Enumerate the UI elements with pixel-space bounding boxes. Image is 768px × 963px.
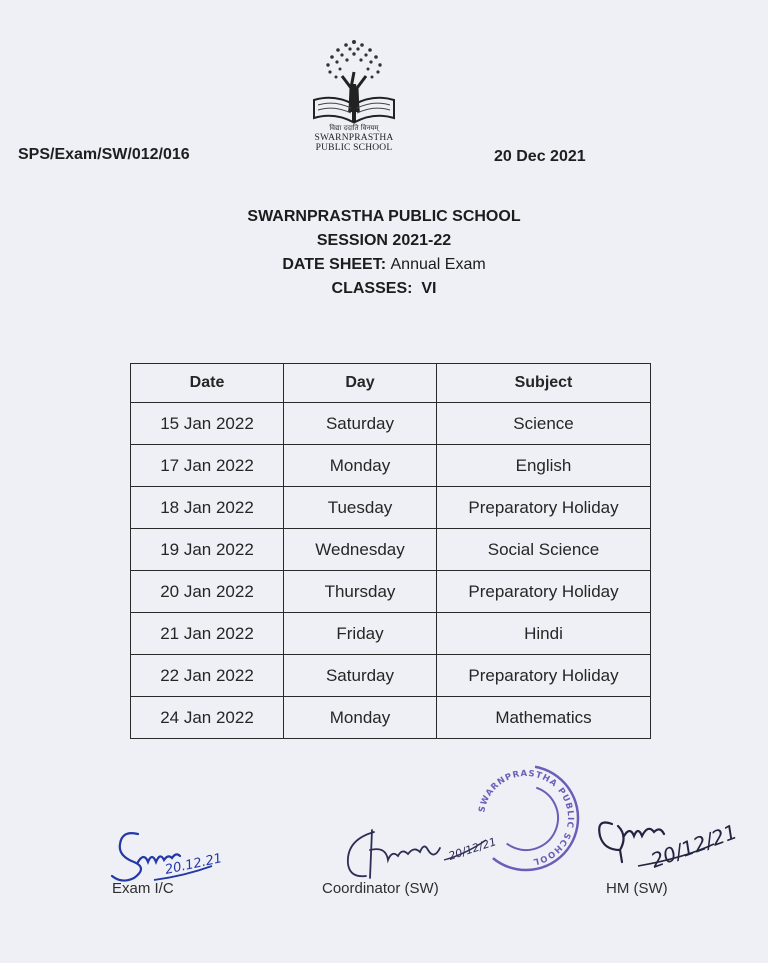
cell-date: 20 Jan 2022 [131, 571, 284, 613]
exam-ic-label: Exam I/C [112, 880, 174, 897]
cell-date: 22 Jan 2022 [131, 655, 284, 697]
logo-name-line1: SWARNPRASTHA [314, 133, 394, 143]
cell-day: Saturday [284, 403, 437, 445]
cell-day: Thursday [284, 571, 437, 613]
table-row [131, 445, 651, 487]
cell-day: Monday [284, 697, 437, 739]
column-header-subject: Subject [437, 364, 651, 403]
hm-handwritten-date: 20/12/21 [647, 819, 741, 873]
cell-date: 24 Jan 2022 [131, 697, 284, 739]
cell-date: 18 Jan 2022 [131, 487, 284, 529]
table-row [131, 529, 651, 571]
column-header-date: Date [131, 364, 284, 403]
exam-name: Annual Exam [390, 256, 486, 273]
stamp-text: SWARNPRASTHA PUBLIC SCHOOL [477, 768, 576, 867]
reference-number: SPS/Exam/SW/012/016 [18, 146, 190, 163]
logo-motto: विद्या ददाति विनयम् [329, 124, 379, 132]
table-header-row [131, 364, 651, 403]
cell-subject: English [437, 445, 651, 487]
cell-day: Friday [284, 613, 437, 655]
exam-ic-handwritten-date: 20.12.21 [163, 851, 224, 878]
date-sheet-title [0, 253, 768, 277]
date-sheet-table [130, 363, 651, 739]
session: SESSION 2021-22 [316, 232, 452, 249]
cell-subject: Hindi [437, 613, 651, 655]
cell-date: 21 Jan 2022 [131, 613, 284, 655]
date-sheet-prefix: DATE SHEET: [282, 256, 387, 273]
cell-subject: Preparatory Holiday [437, 655, 651, 697]
cell-day: Wednesday [284, 529, 437, 571]
issue-date: 20 Dec 2021 [494, 148, 586, 165]
cell-subject: Preparatory Holiday [437, 571, 651, 613]
cell-date: 15 Jan 2022 [131, 403, 284, 445]
cell-day: Tuesday [284, 487, 437, 529]
tree-book-logo-icon [306, 34, 402, 126]
table-row [131, 655, 651, 697]
hm-signature-icon [594, 796, 754, 892]
cell-date: 19 Jan 2022 [131, 529, 284, 571]
cell-date: 17 Jan 2022 [131, 445, 284, 487]
logo-name-line2: PUBLIC SCHOOL [315, 143, 393, 153]
coordinator-label: Coordinator (SW) [322, 880, 439, 897]
table-row [131, 613, 651, 655]
cell-subject: Mathematics [437, 697, 651, 739]
cell-subject: Science [437, 403, 651, 445]
table-row [131, 571, 651, 613]
table-row [131, 697, 651, 739]
hm-label: HM (SW) [606, 880, 668, 897]
school-logo [298, 34, 410, 162]
cell-subject: Preparatory Holiday [437, 487, 651, 529]
classes: CLASSES: VI [331, 280, 437, 297]
cell-day: Saturday [284, 655, 437, 697]
table-row [131, 403, 651, 445]
svg-text:20/12/21: 20/12/21 [446, 835, 498, 863]
cell-subject: Social Science [437, 529, 651, 571]
table-row [131, 487, 651, 529]
school-name: SWARNPRASTHA PUBLIC SCHOOL [247, 208, 521, 225]
cell-day: Monday [284, 445, 437, 487]
document-heading [0, 205, 768, 301]
column-header-day: Day [284, 364, 437, 403]
